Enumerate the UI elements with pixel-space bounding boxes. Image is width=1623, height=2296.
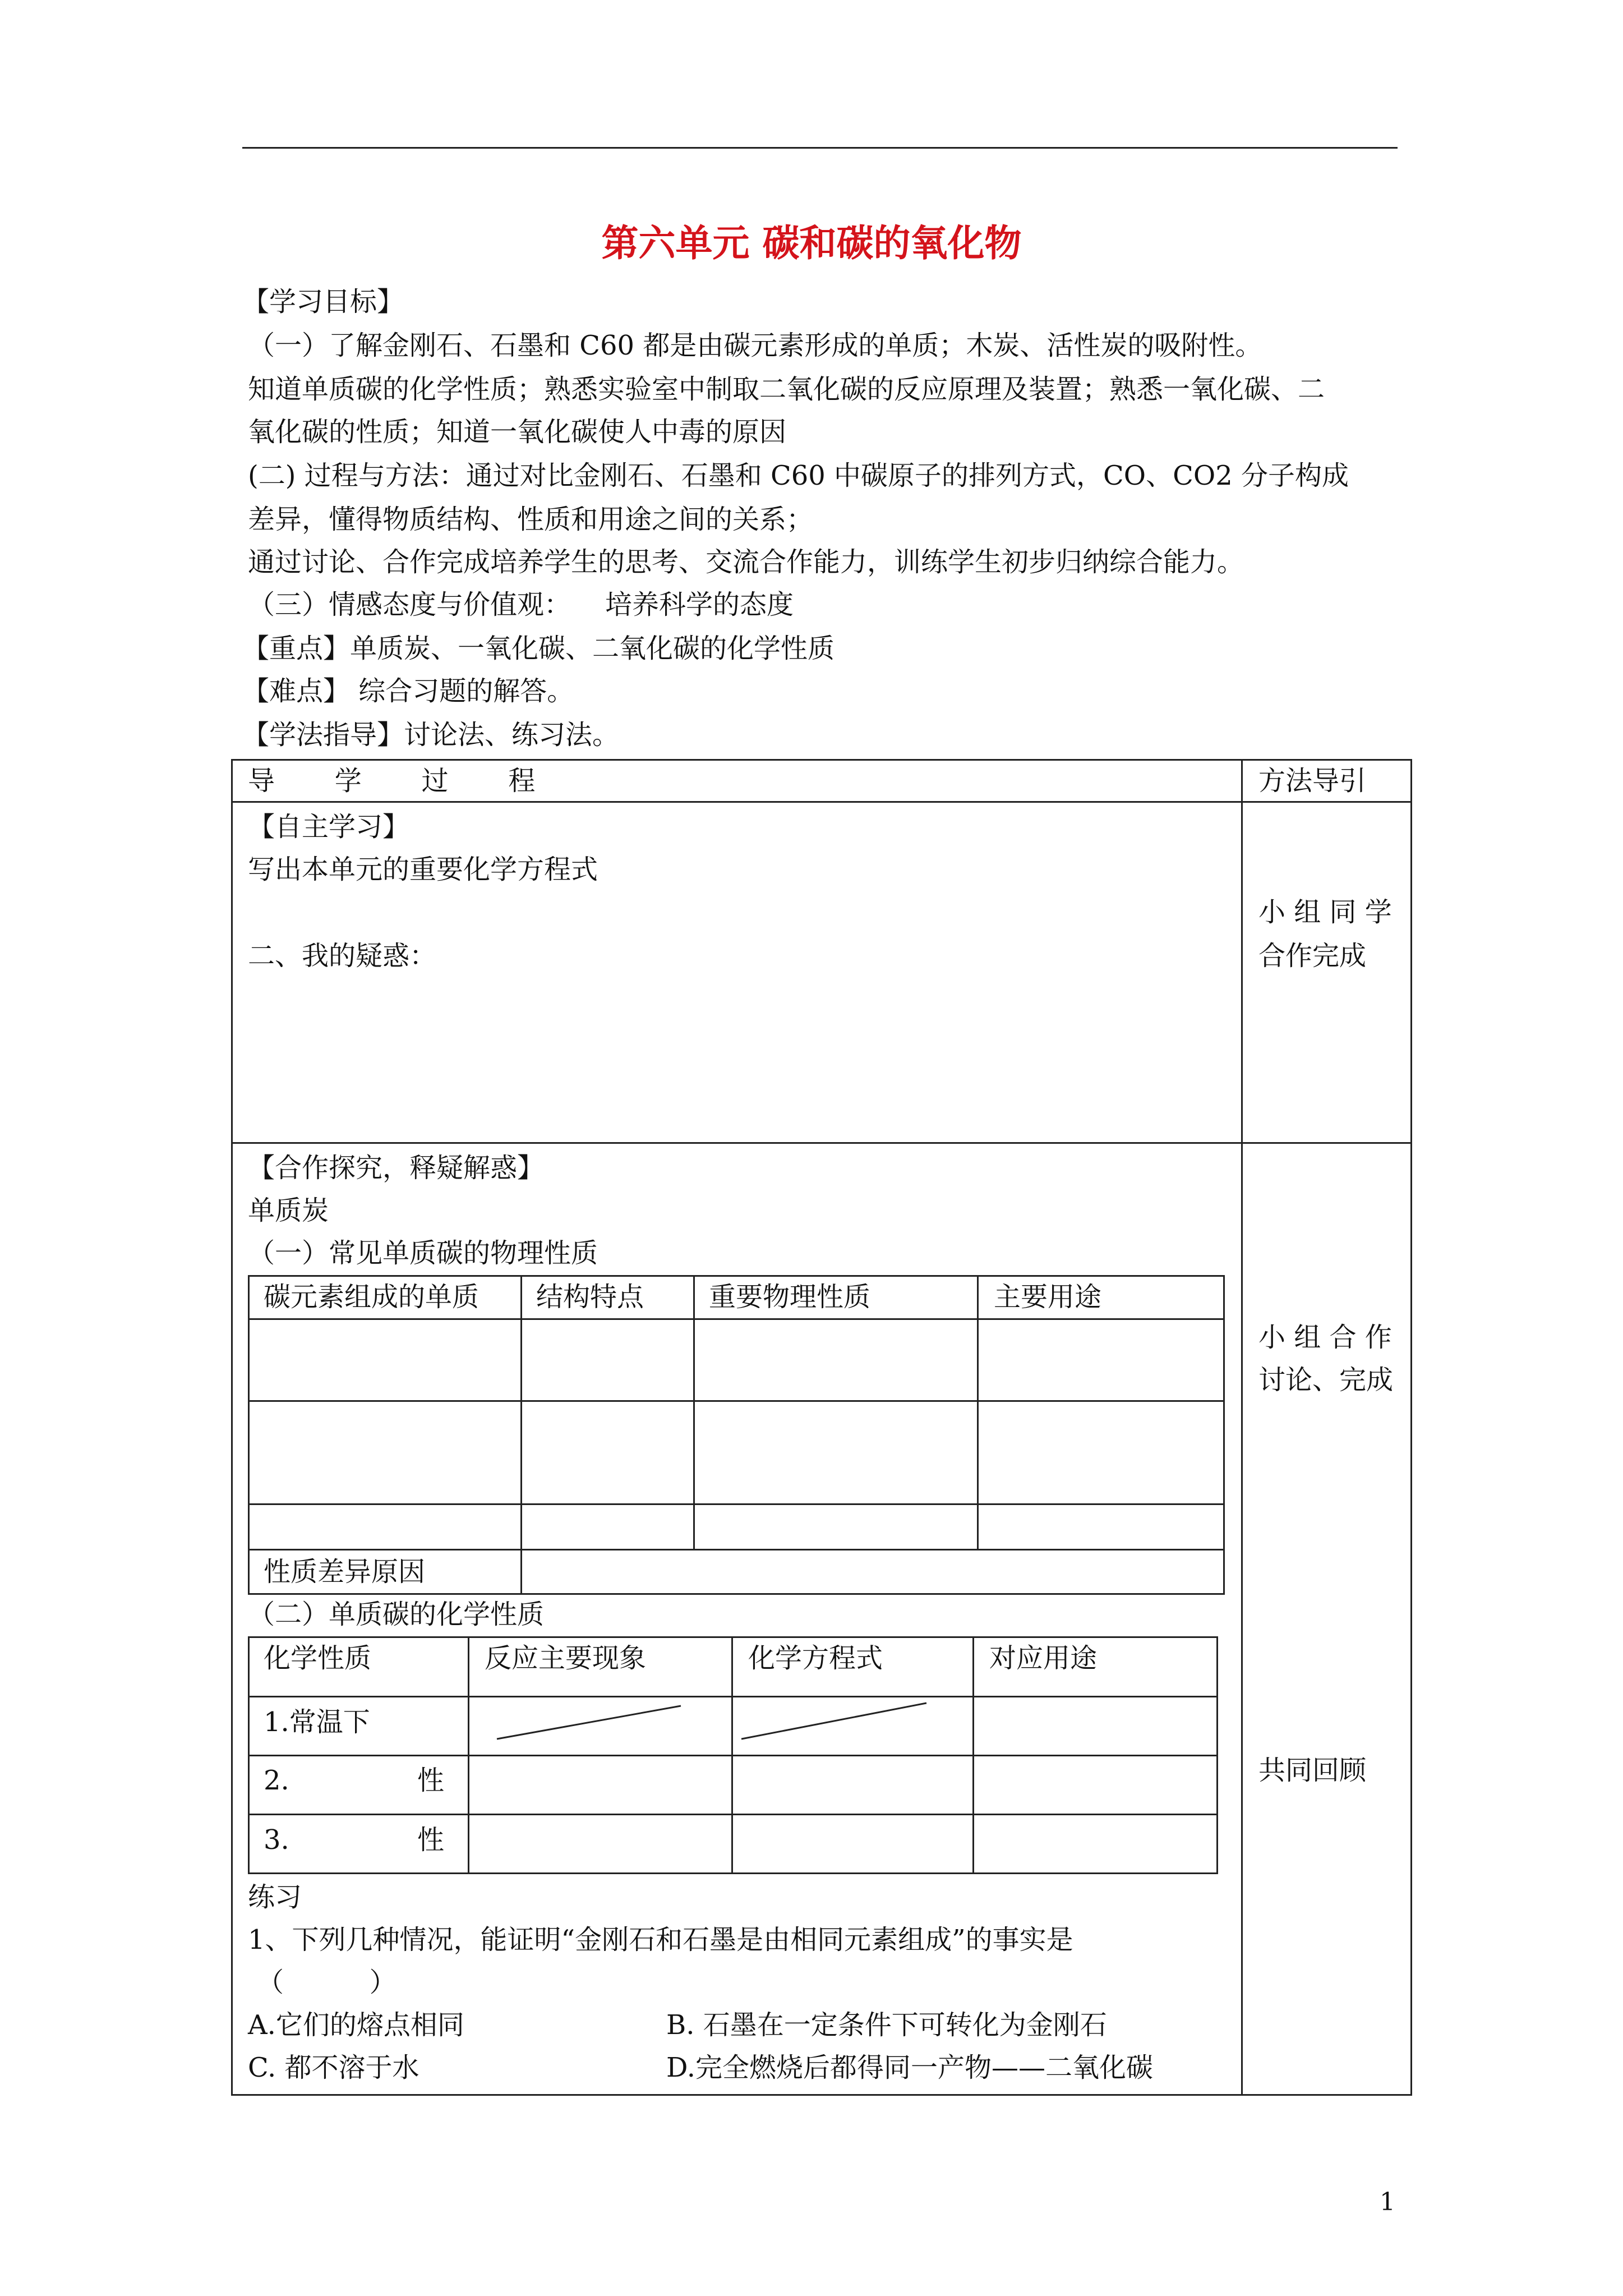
explore-sub-3: （二）单质碳的化学性质 <box>248 1599 545 1630</box>
objectives-heading: 【学习目标】 <box>242 286 404 318</box>
phys-col-structure: 结构特点 <box>536 1281 644 1313</box>
phys-col-properties: 重要物理性质 <box>709 1281 871 1313</box>
objective-line-5: 差异，懂得物质结构、性质和用途之间的关系； <box>248 504 814 535</box>
chem-col-property: 化学性质 <box>264 1642 372 1674</box>
key-points: 【重点】单质炭、一氧化碳、二氧化碳的化学性质 <box>242 633 835 664</box>
phys-col-substance: 碳元素组成的单质 <box>264 1281 479 1313</box>
chem-row-2-label: 性 <box>417 1765 445 1796</box>
method-note-2c: 共同回顾 <box>1258 1755 1367 1786</box>
phys-col-uses: 主要用途 <box>994 1281 1102 1313</box>
difficulty: 【难点】 综合习题的解答。 <box>242 675 574 707</box>
method-note-1a: 小 组 同 学 <box>1258 896 1392 928</box>
self-study-line-2: 二、我的疑惑： <box>248 940 437 972</box>
page-title: 第六单元 碳和碳的氧化物 <box>601 222 1022 265</box>
objective-line-2: 知道单质碳的化学性质；熟悉实验室中制取二氧化碳的反应原理及装置；熟悉一氧化碳、二 <box>248 374 1325 405</box>
chem-row-3-num: 3. <box>264 1824 289 1856</box>
option-b: B. 石墨在一定条件下可转化为金刚石 <box>666 2009 1107 2041</box>
chem-row-2-num: 2. <box>264 1765 289 1796</box>
process-header: 导 学 过 程 <box>248 765 536 797</box>
slash-mark-1 <box>497 1706 681 1739</box>
question-1-blank: （ ） <box>257 1967 396 1998</box>
study-method: 【学法指导】讨论法、练习法。 <box>242 719 620 751</box>
method-note-1b: 合作完成 <box>1258 940 1367 972</box>
option-a: A.它们的熔点相同 <box>248 2009 464 2041</box>
method-note-2a: 小 组 合 作 <box>1258 1322 1392 1353</box>
chem-row-3-label: 性 <box>417 1824 445 1856</box>
explore-sub-1: 单质炭 <box>248 1195 329 1226</box>
chem-col-use: 对应用途 <box>989 1642 1098 1674</box>
option-d: D.完全燃烧后都得同一产物——二氧化碳 <box>666 2052 1154 2083</box>
objective-line-6: 通过讨论、合作完成培养学生的思考、交流合作能力，训练学生初步归纳综合能力。 <box>248 546 1244 578</box>
objective-line-3: 氧化碳的性质；知道一氧化碳使人中毒的原因 <box>248 416 787 448</box>
question-1: 1、下列几种情况，能证明“金刚石和石墨是由相同元素组成”的事实是 <box>248 1924 1073 1955</box>
slash-mark-2 <box>741 1703 926 1739</box>
chem-col-equation: 化学方程式 <box>748 1642 883 1674</box>
practice-heading: 练习 <box>248 1881 302 1913</box>
self-study-line-1: 写出本单元的重要化学方程式 <box>248 854 598 885</box>
objective-line-1: （一）了解金刚石、石墨和 C60 都是由碳元素形成的单质；木炭、活性炭的吸附性。 <box>248 330 1262 361</box>
chem-row-1: 1.常温下 <box>264 1706 370 1738</box>
explore-sub-2: （一）常见单质碳的物理性质 <box>248 1237 598 1269</box>
explore-heading: 【合作探究，释疑解惑】 <box>248 1152 545 1184</box>
method-note-2b: 讨论、完成 <box>1258 1364 1394 1396</box>
self-study-heading: 【自主学习】 <box>248 811 410 843</box>
objective-line-4: (二) 过程与方法：通过对比金刚石、石墨和 C60 中碳原子的排列方式，CO、CO2 分子构成 <box>248 460 1349 491</box>
option-c: C. 都不溶于水 <box>248 2052 419 2083</box>
chem-col-phenomenon: 反应主要现象 <box>485 1642 647 1674</box>
objective-line-7: （三）情感态度与价值观： 培养科学的态度 <box>248 589 794 620</box>
page-number: 1 <box>1380 2188 1395 2216</box>
method-header: 方法导引 <box>1258 765 1367 797</box>
phys-diff-reason: 性质差异原因 <box>264 1556 426 1588</box>
